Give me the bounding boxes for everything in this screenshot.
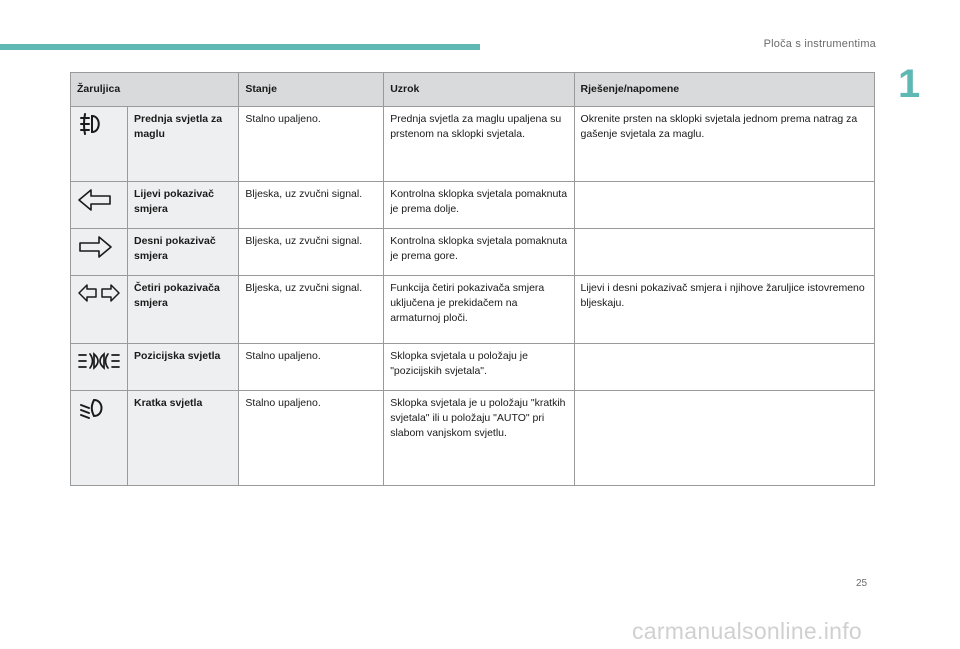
right-indicator-icon (77, 234, 113, 260)
warning-lights-table (70, 72, 875, 486)
table-row (71, 391, 875, 486)
page-number: 25 (856, 578, 868, 589)
hazard-indicators-icon (77, 281, 121, 305)
table-row (71, 344, 875, 391)
state-cell: Stalno upaljeno. (239, 107, 384, 182)
cause-cell: Sklopka svjetala u položaju je "pozicijskih svjetala". (384, 344, 574, 391)
state-cell: Stalno upaljeno. (239, 344, 384, 391)
column-header-lamp: Žaruljica (71, 73, 239, 107)
table-row (71, 276, 875, 344)
solution-cell (574, 391, 874, 486)
icon-cell (71, 276, 128, 344)
left-indicator-icon (77, 187, 113, 213)
table-row (71, 182, 875, 229)
lamp-name: Pozicijska svjetla (128, 344, 239, 391)
lamp-name: Lijevi pokazivač smjera (128, 182, 239, 229)
icon-cell (71, 182, 128, 229)
solution-cell (574, 344, 874, 391)
cause-cell: Sklopka svjetala je u položaju "kratkih svjetala" ili u položaju "AUTO" pri slabom vanjskom svjetlu. (384, 391, 574, 486)
table-row (71, 107, 875, 182)
front-fog-light-icon (77, 112, 105, 136)
solution-cell: Lijevi i desni pokazivač smjera i njihove žaruljice istovremeno bljeskaju. (574, 276, 874, 344)
state-cell: Bljeska, uz zvučni signal. (239, 229, 384, 276)
lamp-name: Četiri pokazivača smjera (128, 276, 239, 344)
lamp-name: Prednja svjetla za maglu (128, 107, 239, 182)
table-row (71, 229, 875, 276)
cause-cell: Funkcija četiri pokazivača smjera uključena je prekidačem na armaturnoj ploči. (384, 276, 574, 344)
accent-bar (0, 44, 480, 50)
column-header-solution: Rješenje/napomene (574, 73, 874, 107)
icon-cell (71, 391, 128, 486)
lamp-name: Desni pokazivač smjera (128, 229, 239, 276)
watermark: carmanualsonline.info (631, 618, 862, 644)
cause-cell: Prednja svjetla za maglu upaljena su prstenom na sklopki svjetala. (384, 107, 574, 182)
lamp-name: Kratka svjetla (128, 391, 239, 486)
table-header-row (71, 73, 875, 107)
cause-cell: Kontrolna sklopka svjetala pomaknuta je prema dolje. (384, 182, 574, 229)
icon-cell (71, 229, 128, 276)
state-cell: Bljeska, uz zvučni signal. (239, 182, 384, 229)
side-lights-icon (77, 349, 121, 373)
icon-cell (71, 344, 128, 391)
solution-cell: Okrenite prsten na sklopki svjetala jednom prema natrag za gašenje svjetala za maglu. (574, 107, 874, 182)
column-header-cause: Uzrok (384, 73, 574, 107)
chapter-number: 1 (898, 62, 921, 106)
solution-cell (574, 229, 874, 276)
solution-cell (574, 182, 874, 229)
dipped-beam-icon (77, 396, 107, 420)
icon-cell (71, 107, 128, 182)
column-header-state: Stanje (239, 73, 384, 107)
state-cell: Bljeska, uz zvučni signal. (239, 276, 384, 344)
cause-cell: Kontrolna sklopka svjetala pomaknuta je prema gore. (384, 229, 574, 276)
chapter-title: Ploča s instrumentima (763, 38, 876, 50)
state-cell: Stalno upaljeno. (239, 391, 384, 486)
